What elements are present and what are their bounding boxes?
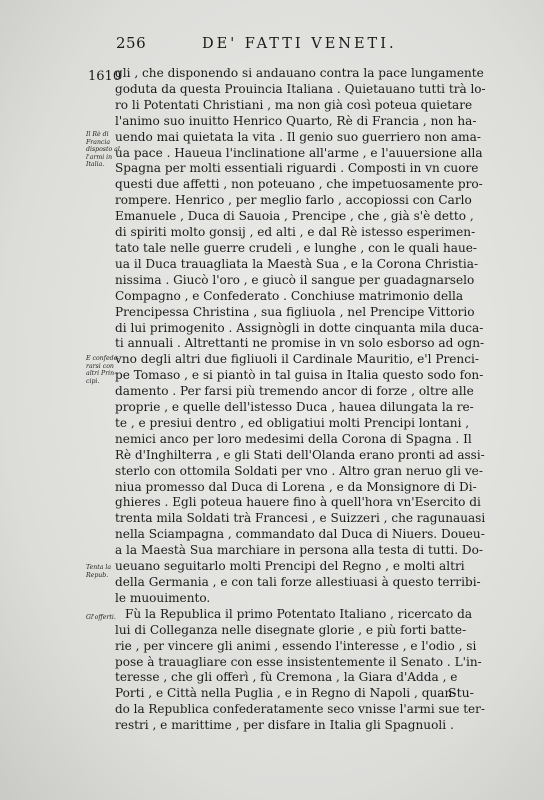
text-line: tato tale nelle guerre crudeli , e lunghe , con le quali haue- — [115, 240, 478, 255]
text-line: gli , che disponendo si andauano contra la pace lungamente — [115, 66, 484, 80]
text-line: damento . Per farsi più tremendo ancor di forze , oltre alle — [115, 384, 474, 399]
margin-note-line: Repub. — [86, 571, 109, 579]
page-header — [116, 34, 476, 52]
text-line: della Germania , e con tali forze allestiuasi à questo terribi- — [115, 575, 481, 589]
text-line: nissima . Giucò l'oro , e giucò il sangue per guadagnarselo — [115, 272, 475, 287]
text-line: ghieres . Egli poteua hauere fino à quell'hora vn'Esercito di — [115, 495, 481, 510]
text-line: vno degli altri due figliuoli il Cardinale Mauritio, e'l Prenci- — [115, 352, 479, 367]
text-line: lui di Colleganza nelle disegnate glorie , e più forti batte- — [115, 622, 467, 637]
text-line: di lui primogenito . Assignògli in dotte cinquanta mila duca- — [115, 320, 484, 335]
text-line: a la Maestà Sua marchiare in persona alla testa di tutti. Do- — [115, 543, 483, 558]
text-line: Compagno , e Confederato . Conchiuse matrimonio della — [115, 288, 464, 303]
margin-note-line: disposto al — [86, 146, 120, 154]
text-line: Emanuele , Duca di Sauoia , Prencipe , che , già s'è detto , — [115, 209, 474, 224]
text-line: Rè d'Inghilterra , e gli Stati dell'Olanda erano pronti ad assi- — [115, 447, 485, 462]
text-line: le muouimento. — [115, 590, 211, 605]
text-line: l'animo suo inuitto Henrico Quarto, Rè di Francia , non ha- — [115, 113, 477, 128]
margin-note-line: l'armi in — [86, 153, 113, 161]
running-title: DE' FATTI VENETI. — [202, 36, 397, 52]
text-line: rompere. Henrico , per meglio farlo , accopiossi con Carlo — [115, 193, 472, 208]
catchword: Stu- — [448, 685, 474, 700]
text-line: sterlo con ottomila Soldati per vno . Altro gran neruo gli ve- — [115, 463, 483, 478]
text-line: Porti , e Città nella Puglia , e in Regno di Napoli , quan- — [115, 686, 457, 701]
text-line: goduta da questa Prouincia Italiana . Quietauano tutti trà lo- — [115, 81, 486, 96]
text-line: rie , per vincere gli animi , essendo l'interesse , e l'odio , si — [115, 638, 477, 653]
text-line: trenta mila Soldati trà Francesi , e Suizzeri , che ragunauasi — [115, 511, 485, 526]
text-line: restri , e marittime , per disfare in Italia gli Spagnuoli . — [115, 718, 454, 733]
text-line: pe Tomaso , e si piantò in tal guisa in Italia questo sodo fon- — [115, 368, 484, 383]
text-line: ro li Potentati Christiani , ma non già così poteua quietare — [115, 97, 473, 112]
margin-note-line: Il Rè di — [86, 131, 109, 138]
text-line: proprie , e quelle dell'istesso Duca , hauea dilungata la re- — [115, 400, 474, 415]
text-line: te , e presiui dentro , ed obligatiui molti Prencipi lontani , — [115, 415, 470, 430]
page-number: 256 — [116, 34, 147, 52]
margin-note-line: Francia — [86, 138, 111, 146]
margin-note-line: rarsi con — [86, 362, 114, 370]
margin-note-line: cipi. — [86, 377, 100, 385]
margin-note-line: Italia. — [86, 161, 105, 169]
text-line: ua il Duca trauagliata la Maestà Sua , e la Corona Christia- — [115, 256, 479, 271]
text-line: uendo mai quietata la vita . Il genio suo guerriero non ama- — [115, 129, 481, 144]
text-line: questi due affetti , non poteuano , che impetuosamente pro- — [115, 177, 483, 192]
text-line: do la Republica confederatamente seco vnisse l'armi sue ter- — [115, 702, 485, 717]
text-line: niua promesso dal Duca di Lorena , e da Monsignore di Di- — [115, 479, 477, 494]
margin-note-line: Gl'offerti. — [86, 614, 116, 621]
text-line: Spagna per molti essentiali riguardi . Composti in vn cuore — [115, 161, 479, 176]
text-line: ueuano seguitarlo molti Prencipi del Regno , e molti altri — [115, 559, 465, 574]
text-line: Fù la Republica il primo Potentato Italiano , ricercato da — [125, 606, 473, 621]
text-line: di spiriti molto gonsij , ed alti , e dal Rè istesso esperimen- — [115, 225, 476, 240]
text-line: pose à trauagliare con esse insistentemente il Senato . L'in- — [115, 654, 482, 669]
body-text — [115, 66, 485, 734]
year-marginal: 1610 — [88, 69, 122, 84]
text-line: Prencipessa Christina , sua figliuola , nel Prencipe Vittorio — [115, 304, 475, 319]
text-line: ti annuali . Altrettanti ne promise in vn solo esborso ad ogn- — [115, 336, 485, 351]
margin-note-line: Tenta la — [86, 564, 112, 571]
margin-note-line: altri Prin- — [86, 370, 117, 378]
text-line: nella Sciampagna , commandato dal Duca di Niuers. Doueu- — [115, 527, 485, 542]
text-line: teresse , che gli offerì , fù Cremona , la Giara d'Adda , e — [115, 670, 458, 685]
text-line: nemici anco per loro medesimi della Corona di Spagna . Il — [115, 431, 472, 446]
margin-note-line: E confede- — [86, 355, 120, 362]
text-line: ua pace . Haueua l'inclinatione all'arme , e l'auuersione alla — [115, 145, 483, 160]
